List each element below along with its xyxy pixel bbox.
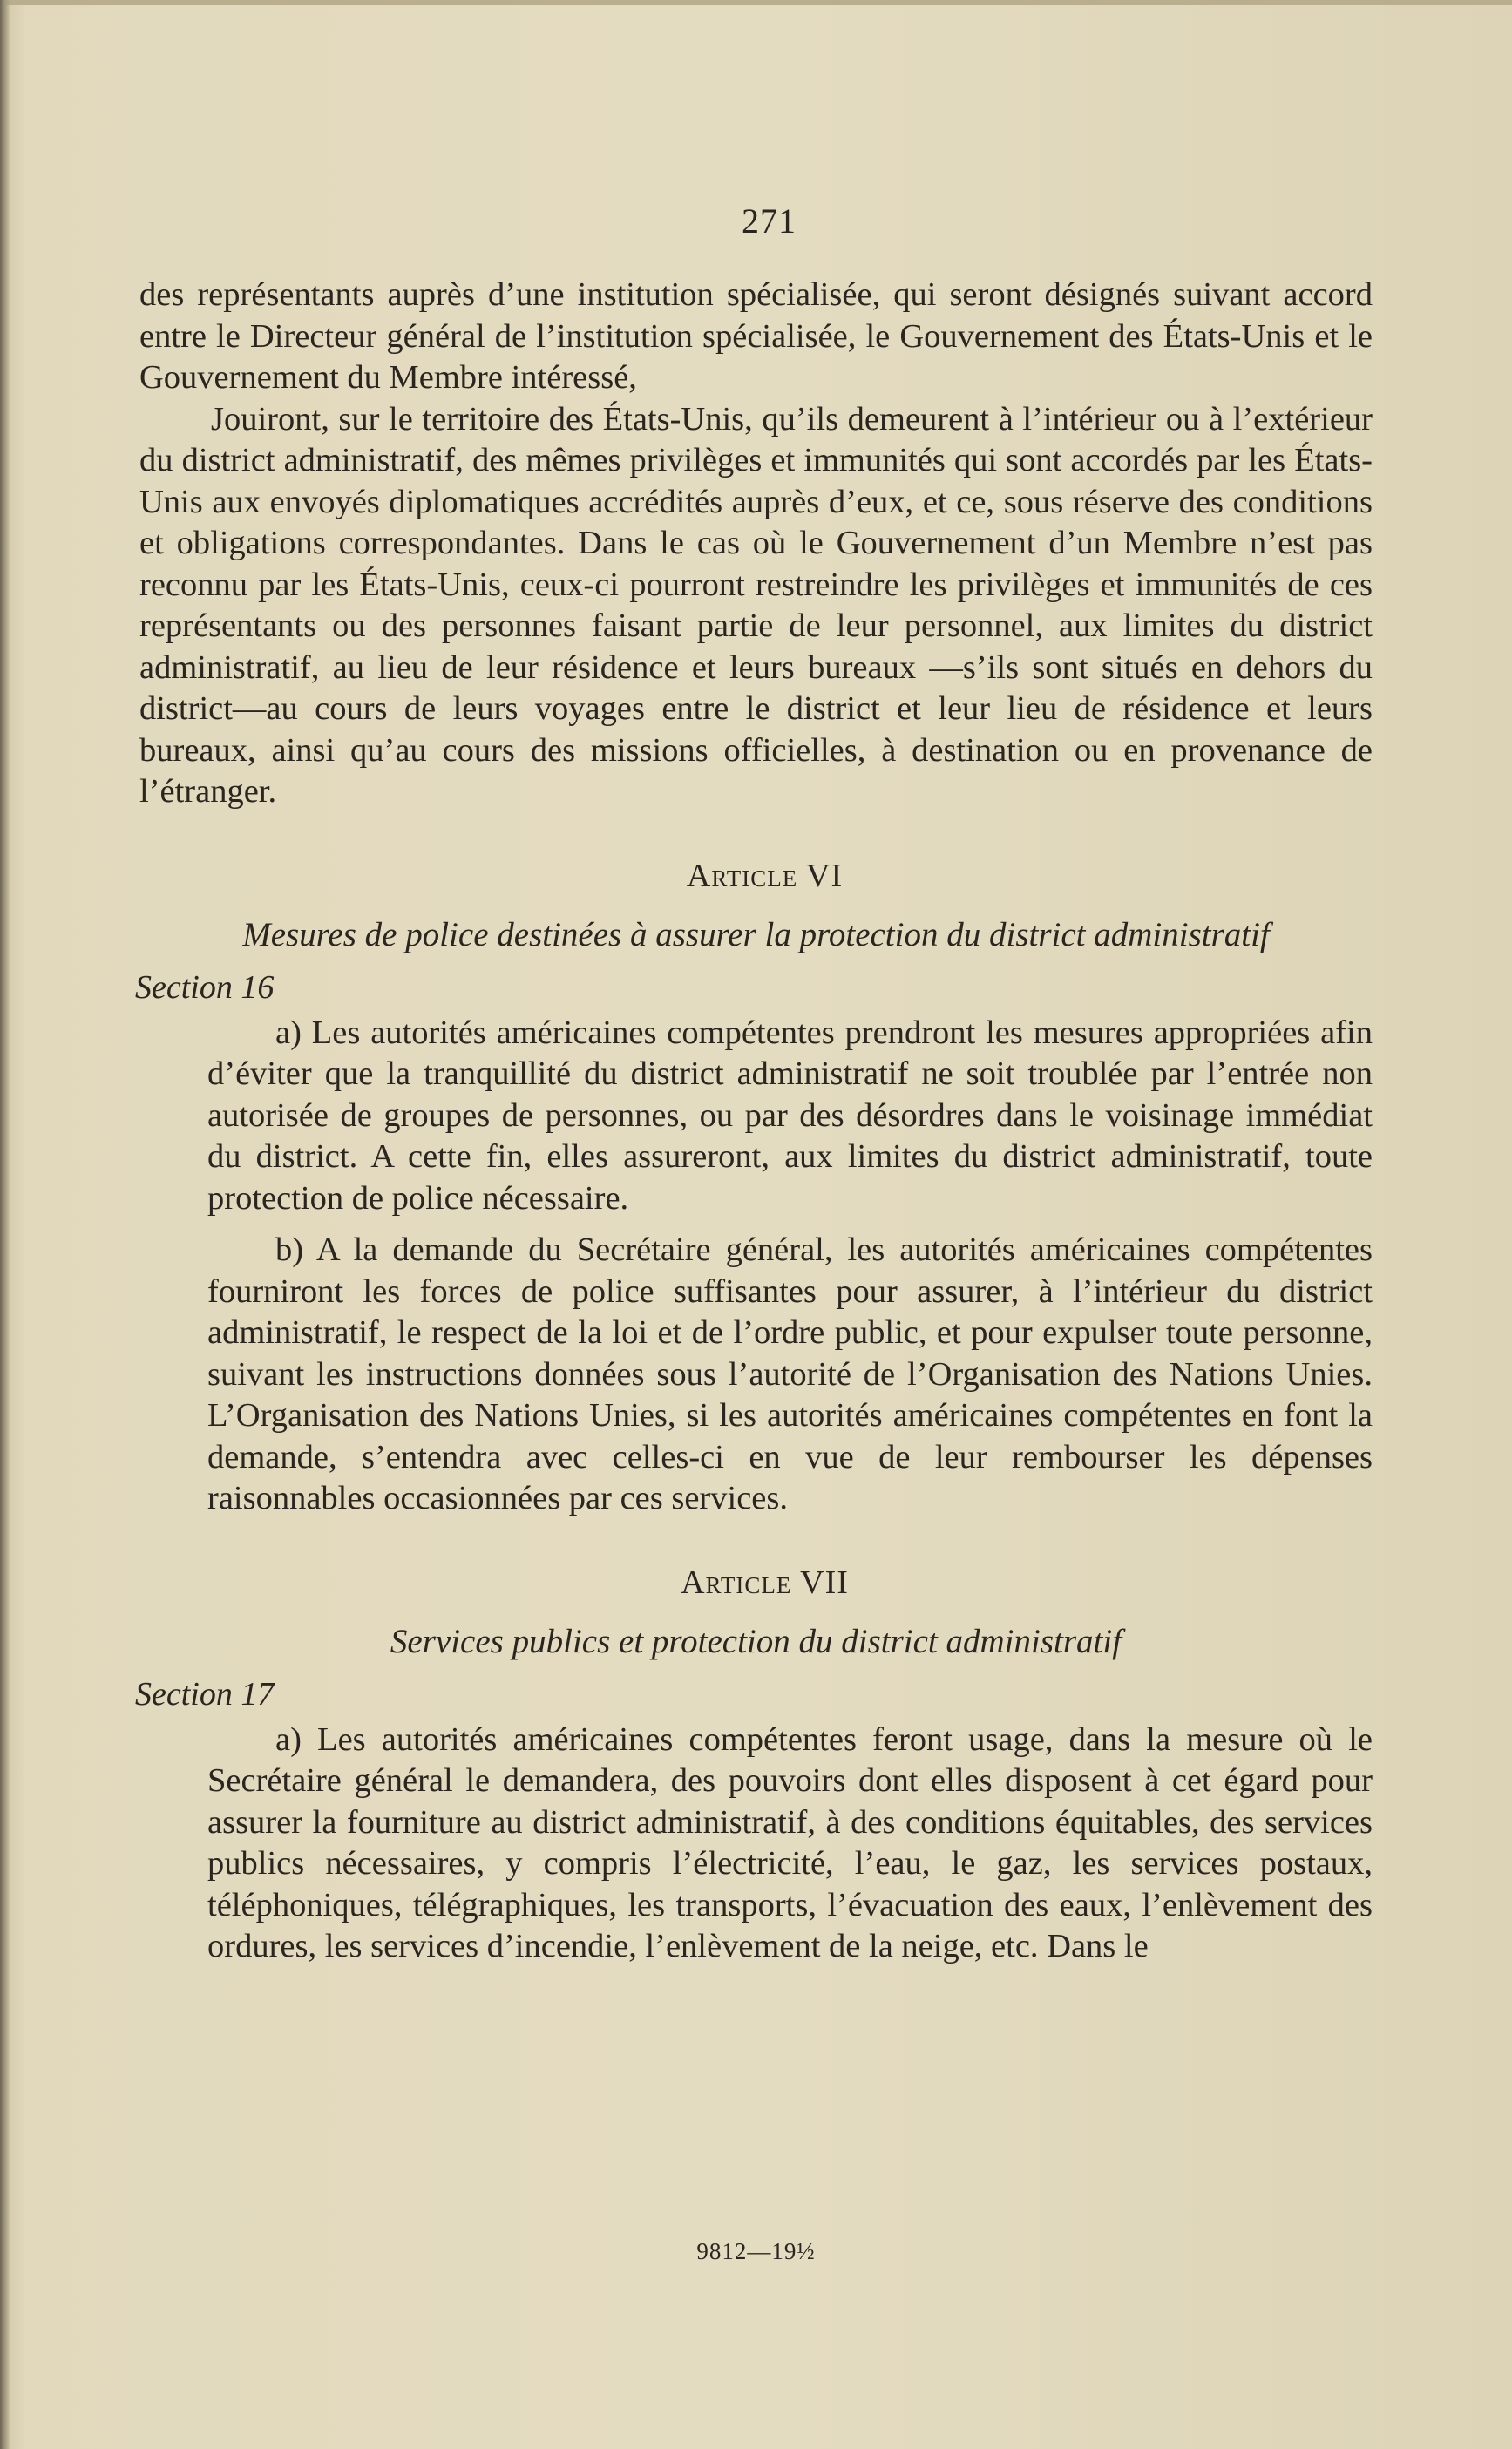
page-content: [135, 200, 1373, 1968]
section-16-para-a-block: [207, 1013, 1373, 1220]
section-16-label: Section 16: [135, 968, 275, 1006]
footer-print-code: 9812—19½: [696, 2238, 816, 2264]
article-vii-subtitle: Services publics et protection du district administratif: [390, 1622, 1122, 1660]
intro-paragraph: des représentants auprès d’une institution spécialisée, qui seront désignés suivant accord entre le Directeur général de l’institution spécialisée, le Gouvernement des États-Unis et le Gouvernement du Membre intéressé,: [139, 276, 1373, 396]
article-vi: [135, 857, 1373, 1520]
page-top-edge: [0, 0, 1512, 5]
section-16-para-b: b) A la demande du Secrétaire général, les autorités américaines compétentes fourniront les forces de police suffisantes pour assurer, à l’intérieur du district administratif, le respect de la loi et de l’ordre public, et pour expulser toute personne, suivant les instructions données sous l’autorité de l’Organisation des Nations Unies. L’Organisation des Nations Unies, si les autorités américaines compétentes en font la demande, s’entendra avec celles-ci en vue de leur rembourser les dépenses raisonnables occasionnées par ces services.: [207, 1231, 1373, 1516]
article-vi-heading: Article VI: [686, 857, 844, 894]
page-number: 271: [742, 201, 797, 241]
section-16-para-b-block: [207, 1230, 1373, 1520]
section-16-para-a: a) Les autorités américaines compétentes prendront les mesures appropriées afin d’éviter que la tranquillité du district administratif ne soit troublée par l’entrée non autorisée de groupes de personnes, ou par des désordres dans le voisinage immédiat du district. A cette fin, elles assureront, aux limites du district administratif, toute protection de police nécessaire.: [207, 1014, 1373, 1217]
article-vii: [135, 1564, 1373, 1968]
page-binding-edge: [0, 0, 10, 2449]
article-vi-subtitle: Mesures de police destinées à assurer la protection du district administratif: [242, 915, 1270, 953]
section-17-label: Section 17: [135, 1675, 275, 1713]
jouiront-paragraph: Jouiront, sur le territoire des États-Unis, qu’ils demeurent à l’intérieur ou à l’extérieur du district administratif, des mêmes privilèges et immunités qui sont accordés par les États-Unis aux envoyés diplomatiques accrédités auprès d’eux, et ce, sous réserve des conditions et obligations correspondantes. Dans le cas où le Gouvernement d’un Membre n’est pas reconnu par les États-Unis, ceux-ci pourront restreindre les privilèges et immunités de ces représentants ou des personnes faisant partie de leur personnel, aux limites du district administratif, au lieu de leur résidence et leurs bureaux —s’ils sont situés en dehors du district—au cours de leurs voyages entre le district et leur lieu de résidence et leurs bureaux, ainsi qu’au cours des missions officielles, à destination ou en provenance de l’étranger.: [139, 400, 1373, 810]
article-vii-heading: Article VII: [681, 1564, 849, 1601]
section-17-para-a: a) Les autorités américaines compétentes feront usage, dans la mesure où le Secrétaire général le demandera, des pouvoirs dont elles disposent à cet égard pour assurer la fourniture au district administratif, à des conditions équitables, des services publics nécessaires, y compris l’électricité, l’eau, le gaz, les services postaux, téléphoniques, télégraphiques, les transports, l’évacuation des eaux, l’enlèvement des ordures, les services d’incendie, l’enlèvement de la neige, etc. Dans le: [207, 1720, 1373, 1964]
section-17-para-a-block: [207, 1720, 1373, 1968]
